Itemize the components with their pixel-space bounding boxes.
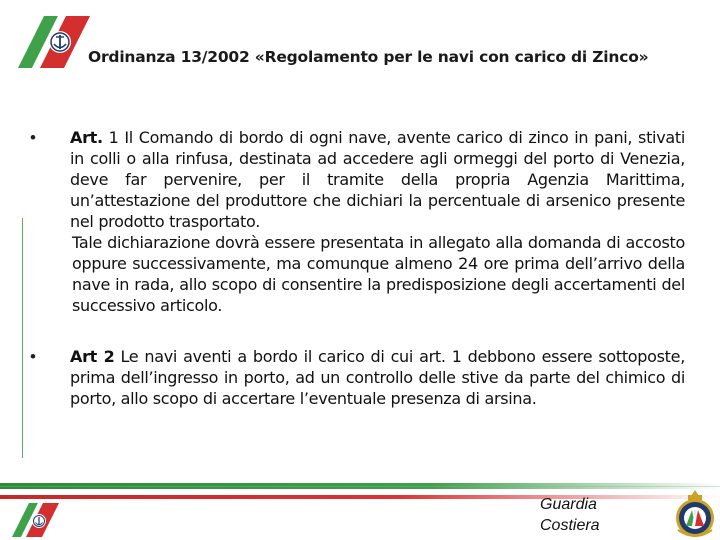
anchor-icon <box>18 16 90 68</box>
bullet: • <box>30 128 36 147</box>
article-list <box>30 127 685 409</box>
article-1 <box>30 127 685 316</box>
brand-line-1: Guardia <box>540 496 597 513</box>
article-1-body: 1 Il Comando di bordo di ogni nave, avente carico di zinco in pani, stivati in colli o alla rinfusa, destinata ad accedere agli ormeggi del porto di Venezia, deve far pervenire, per il tramite della propria Agenzia Marittima, un’attestazione del produttore che dichiari la percentuale di arsenico presente nel prodotto trasportato. <box>70 128 685 231</box>
article-2-label: Art 2 <box>70 347 115 366</box>
brand-line-2: Costiera <box>540 517 600 534</box>
anchor-icon <box>12 503 60 537</box>
footer-band-line <box>0 486 720 487</box>
article-2 <box>30 346 685 409</box>
article-1-text <box>70 127 685 232</box>
coast-guard-crest-icon <box>670 488 720 540</box>
article-1-extra: Tale dichiarazione dovrà essere presentata in allegato alla domanda di accosto oppure successivamente, ma comunque almeno 24 ore prima dell’arrivo della nave in rada, allo scopo di consentire la predisposizione degli accertamenti del successivo articolo. <box>72 233 685 315</box>
article-2-body: Le navi aventi a bordo il carico di cui art. 1 debbono essere sottoposte, prima dell’ingresso in porto, ad un controllo delle stive da parte del chimico di porto, allo scopo di accertare l’eventuale presenza di arsina. <box>70 347 685 408</box>
divider-line <box>22 218 23 458</box>
brand-name <box>540 494 660 536</box>
page-title: Ordinanza 13/2002 «Regolamento per le navi con carico di Zinco» <box>88 48 649 66</box>
article-1-label: Art. <box>70 128 103 147</box>
article-2-text <box>70 346 685 409</box>
bullet: • <box>30 347 36 366</box>
